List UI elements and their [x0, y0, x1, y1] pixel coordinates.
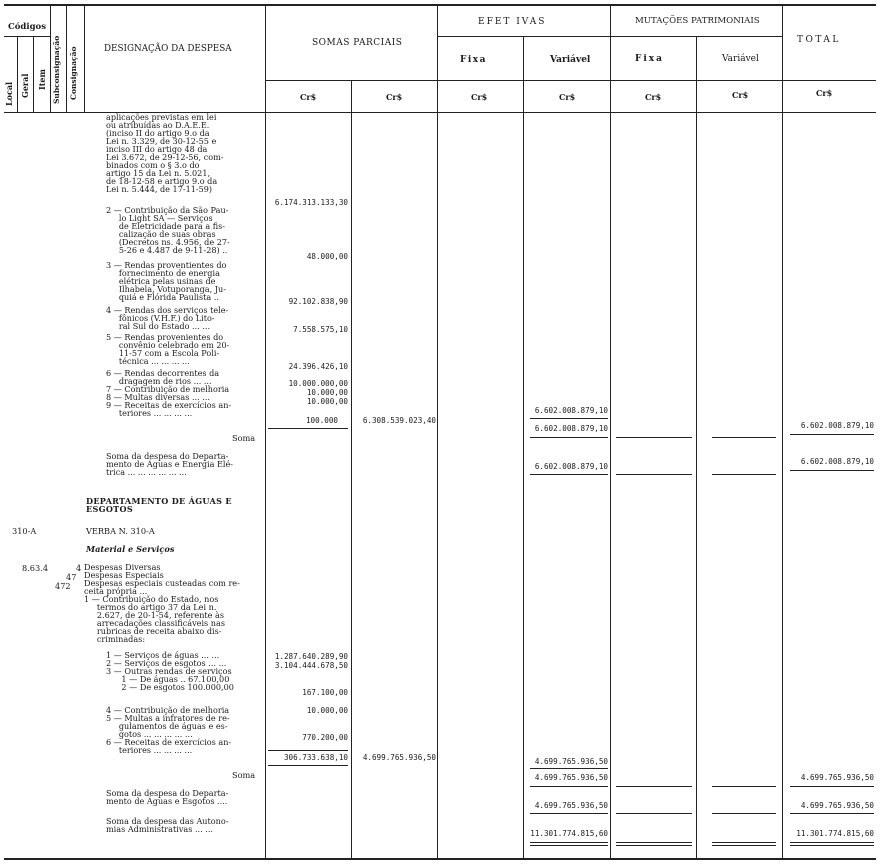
value-auto-var: 11.301.774.815,60: [530, 829, 608, 838]
underline-total-b: [790, 786, 874, 787]
value-outras-rendas: 167.100,00: [302, 688, 348, 697]
col-divider-parcial-mid: [351, 80, 352, 858]
value-usinas: 92.102.838,90: [288, 297, 348, 306]
value-parcial-sum-a: 6.308.539.023,40: [362, 416, 436, 425]
col-divider-2: [33, 36, 34, 112]
double-underline-var-2: [530, 845, 608, 846]
mut-variavel-header: Variável: [722, 54, 759, 64]
value-var-a1: 6.602.008.879,10: [534, 406, 608, 415]
col-divider-5: [84, 4, 85, 112]
currency-variavel: Cr$: [559, 92, 576, 102]
underline-fixa-a: [616, 437, 692, 438]
underline-fixa-b: [616, 786, 692, 787]
underline-mvar-b: [712, 786, 776, 787]
underline-parcial-b2: [268, 765, 348, 766]
efetivas-header: EFET IVAS: [478, 17, 547, 27]
col-divider-mut-fixa: [696, 36, 697, 858]
desc-block-3: 3 — Rendas proventientes do fornecimento de energia elétrica pelas usinas de Ilhabela, Votuporanga, Ju- quiá e Flórida Paulista ..: [106, 260, 227, 302]
currency-parcial-1: Cr$: [300, 92, 317, 102]
desc-block-5: 5 — Rendas provenientes do convênio celebrado em 20- 11-57 com a Escola Poli- técnica ... ... ... ...: [106, 332, 230, 366]
value-melhoria: 10.000,00: [306, 388, 348, 397]
col-divider-fixa: [523, 36, 524, 858]
value-var-b1: 4.699.765.936,50: [534, 757, 608, 766]
double-underline-mvar-1: [712, 842, 776, 843]
double-underline-fixa-1: [616, 842, 692, 843]
bottom-border: [4, 858, 876, 860]
underline-mvar-dae: [712, 813, 776, 814]
col-divider-4: [66, 4, 67, 112]
desc-block-7: Despesas Diversas Despesas Especiais Despesas especiais custeadas com re- ceita própria ... 1 — Contribuição do Estado, nos termos do artigo 37 da Lei n. 2.627, de 20-1-54, referente às arrecadações classificáveis nas rubricas de receita abaixo dis- criminadas:: [84, 562, 240, 644]
value-soma-total-a: 6.602.008.879,10: [800, 421, 874, 430]
soma-label-2: Soma: [232, 770, 256, 780]
col-divider-total: [782, 4, 783, 858]
desc-block-8: 1 — Serviços de águas ... ... 2 — Serviços de esgotos ... ... 3 — Outras rendas de serviços 1 — De águas .. 67.100,00 2 — De esgotos 100.000,00: [106, 650, 234, 692]
item-code: 47: [66, 572, 77, 582]
underline-parcial-b: [268, 750, 348, 751]
top-border: [4, 4, 876, 6]
value-dragagem: 10.000.000,00: [288, 379, 348, 388]
subcons-code: 472: [55, 581, 71, 591]
value-daee-var: 6.602.008.879,10: [534, 462, 608, 471]
value-dae-var: 4.699.765.936,50: [534, 801, 608, 810]
double-underline-total-1: [790, 842, 874, 843]
value-escola: 24.396.426,10: [288, 362, 348, 371]
value-melhoria-2: 10.000,00: [306, 706, 348, 715]
material-title: Material e Serviços: [86, 544, 175, 554]
value-soma-total-b: 4.699.765.936,50: [800, 773, 874, 782]
underline-total-daee: [790, 470, 874, 471]
value-telefonicos: 7.558.575,10: [293, 325, 348, 334]
col-divider-3: [50, 4, 51, 112]
value-soma-var-a: 6.602.008.879,10: [534, 424, 608, 433]
soma-daee-label: Soma da despesa do Departa- mento de Águas e Energia Elé- trica ... ... ... ... ... ...: [106, 451, 234, 477]
underline-parcial-1: [268, 428, 348, 429]
currency-parcial-2: Cr$: [386, 92, 403, 102]
desc-block-1: aplicações previstas em lei ou atribuídas ao D.A.E.E. (inciso II do artigo 9.o da Lei n. 3.329, de 30-12-55 e inciso III do artigo 48 da Lei 3.672, de 29-12-56, com- binados com o § 3.o do artigo 15 da Lei n. 5.021, de 18-12-58 e artigo 9.o da Lei n. 5.444, de 17-11-59): [106, 112, 224, 194]
geral-code: 4: [76, 563, 82, 573]
value-parcial-sum-b: 4.699.765.936,50: [362, 753, 436, 762]
value-esgotos: 3.104.444.678,50: [274, 661, 348, 670]
local-code: 8.63.4: [22, 563, 49, 573]
value-aguas: 1.287.640.289,90: [274, 652, 348, 661]
dept-title: DEPARTAMENTO DE ÁGUAS E ESGOTOS: [86, 496, 232, 514]
value-exercicios-2: 306.733.638,10: [283, 753, 348, 762]
header-currency-line: [265, 80, 876, 81]
value-daee-total: 6.602.008.879,10: [800, 457, 874, 466]
double-underline-total-2: [790, 845, 874, 846]
mutacoes-header: MUTAÇÕES PATRIMONIAIS: [635, 16, 760, 26]
value-multas-2: 770.200,00: [302, 733, 348, 742]
underline-mvar-daee: [712, 474, 776, 475]
underline-var-b2: [530, 786, 608, 787]
underline-fixa-daee: [616, 474, 692, 475]
value-contrib-daee: 6.174.313.133,30: [274, 198, 348, 207]
underline-var-a2: [530, 437, 608, 438]
total-header: TOTAL: [797, 35, 841, 45]
codigos-header: Códigos: [8, 22, 47, 32]
value-multas: 10.000,00: [306, 397, 348, 406]
soma-auto-label: Soma da despesa das Autono- mias Administrativas ... ...: [106, 816, 229, 834]
designacao-header: DESIGNAÇÃO DA DESPESA: [104, 44, 232, 54]
value-dae-total: 4.699.765.936,50: [800, 801, 874, 810]
underline-var-b1: [530, 768, 608, 769]
soma-dae-label: Soma da despesa do Departa- mento de Águas e Esgotos ....: [106, 788, 229, 806]
consignacao-header: Consignação: [69, 46, 78, 100]
somas-parciais-header: SOMAS PARCIAIS: [312, 38, 403, 48]
subconsignacao-header: Subconsignação: [52, 35, 61, 104]
mut-fixa-header: Fixa: [635, 54, 665, 64]
desc-block-2: 2 — Contribuição da São Pau- lo Light SA — Serviços de Eletricidade para a fis- calização de suas obras (Decretos ns. 4.956, de 27- 5-26 e 4.487 de 9-11-28) ..: [106, 205, 230, 255]
variavel-header: Variável: [550, 55, 591, 65]
currency-mut-variavel: Cr$: [732, 90, 749, 100]
value-auto-total: 11.301.774.815,60: [796, 829, 874, 838]
item-header: Item: [37, 69, 47, 90]
double-underline-mvar-2: [712, 845, 776, 846]
value-soma-var-b: 4.699.765.936,50: [534, 773, 608, 782]
underline-var-a1: [530, 418, 608, 419]
underline-total-a: [790, 434, 874, 435]
underline-total-dae: [790, 813, 874, 814]
desc-block-9: 4 — Contribuição de melhoria 5 — Multas a infratores de re- gulamentos de águas e es- gotos ... ... ... ... ... 6 — Receitas de exercícios an- teriores ... ... ... ...: [106, 705, 232, 755]
local-header: Local: [4, 81, 14, 106]
currency-mut-fixa: Cr$: [645, 92, 662, 102]
underline-fixa-dae: [616, 813, 692, 814]
currency-fixa: Cr$: [471, 92, 488, 102]
col-divider-1: [17, 36, 18, 112]
verba-title: VERBA N. 310-A: [86, 526, 155, 536]
value-exercicios: 100.000: [305, 416, 338, 425]
verba-code: 310-A: [12, 526, 37, 536]
underline-var-daee: [530, 474, 608, 475]
value-light: 48.000,00: [306, 252, 348, 261]
col-divider-designacao: [265, 4, 266, 858]
col-divider-mutacoes: [610, 4, 611, 858]
soma-label-1: Soma: [232, 433, 256, 443]
desc-block-4: 4 — Rendas dos serviços tele- fônicos (V.H.F.) do Lito- ral Sul do Estado ... ...: [106, 305, 229, 331]
desc-block-6: 6 — Rendas decorrentes da dragagem de rios ... ... 7 — Contribuição de melhoria 8 — Multas diversas ... ... 9 — Receitas de exercícios an- teriores ... ... ... ...: [106, 368, 232, 418]
underline-mvar-a: [712, 437, 776, 438]
fixa-header: Fixa: [460, 55, 488, 65]
underline-var-dae: [530, 813, 608, 814]
codes-line: [4, 36, 50, 37]
double-underline-var-1: [530, 842, 608, 843]
double-underline-fixa-2: [616, 845, 692, 846]
currency-total: Cr$: [816, 88, 833, 98]
col-divider-efetivas: [437, 4, 438, 858]
geral-header: Geral: [20, 73, 30, 98]
